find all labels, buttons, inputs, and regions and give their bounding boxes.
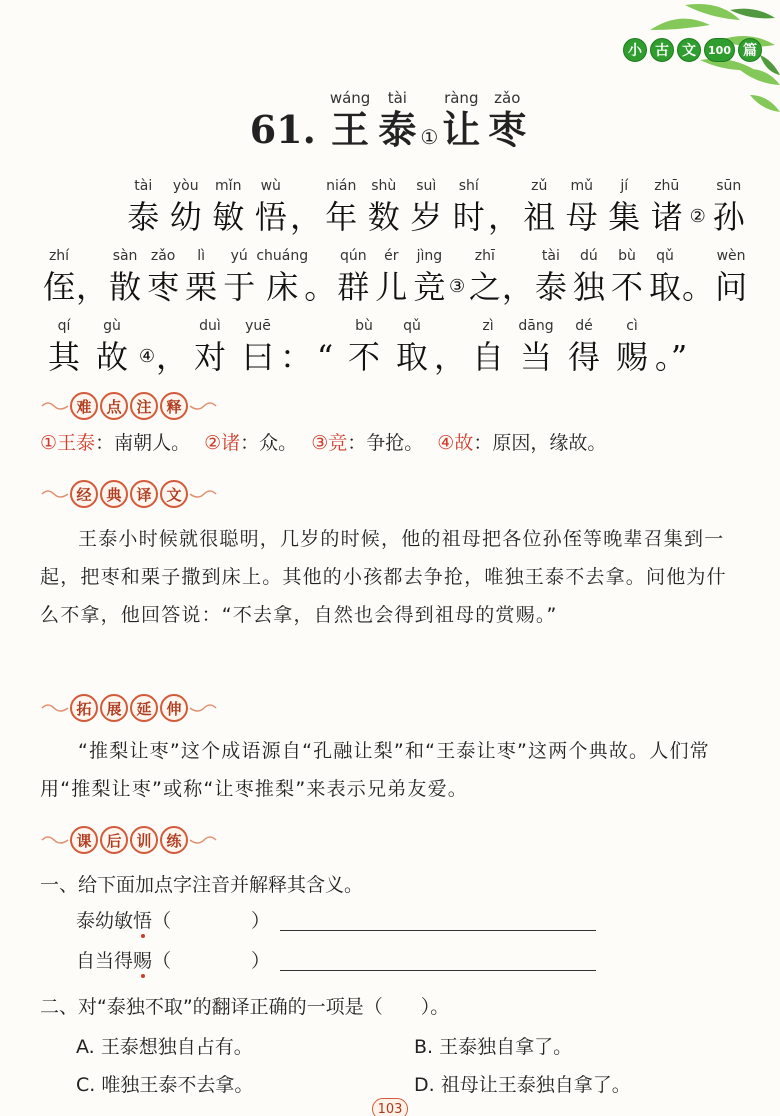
option-b[interactable]: B. 王泰独自拿了。 — [414, 1036, 573, 1058]
pinyin: zǔ — [531, 178, 548, 194]
hanzi: 儿 — [375, 268, 408, 306]
char-unit — [608, 246, 646, 308]
punctuation — [434, 316, 467, 378]
note-separator: ： — [95, 432, 115, 454]
pinyin: duì — [199, 318, 221, 334]
hanzi: 侄 — [43, 268, 76, 306]
char-unit — [363, 176, 406, 238]
section-title-char: 难 — [70, 392, 98, 420]
char-unit — [106, 246, 144, 308]
title-pinyin: wáng — [329, 89, 371, 107]
note-number: ④ — [437, 432, 455, 454]
note-separator: ： — [240, 432, 260, 454]
pinyin: lì — [197, 248, 206, 264]
note-separator: ： — [347, 432, 367, 454]
ornament-icon — [40, 398, 70, 414]
hanzi: 。 — [682, 268, 715, 306]
pinyin: zhī — [474, 248, 495, 264]
classical-text — [40, 168, 750, 378]
section-title-char: 课 — [70, 826, 98, 854]
pinyin: qún — [339, 248, 367, 264]
pinyin: zhū — [654, 178, 680, 194]
option-d[interactable]: D. 祖母让王泰独自拿了。 — [414, 1074, 631, 1096]
pinyin-blank-close: ） — [251, 950, 271, 972]
section-title-char: 训 — [130, 826, 158, 854]
section-title-char: 点 — [100, 392, 128, 420]
note-number: ② — [204, 432, 222, 454]
ornament-icon — [40, 486, 70, 502]
note-item — [311, 432, 423, 454]
pinyin: jí — [620, 178, 629, 194]
ornament-icon — [40, 832, 70, 848]
pinyin: qí — [57, 318, 71, 334]
series-badge-char: 篇 — [738, 38, 762, 62]
section-title-notes — [70, 392, 188, 420]
hanzi: ， — [290, 198, 323, 236]
title-pinyin: tài — [387, 89, 407, 107]
char-unit — [532, 246, 570, 308]
title-pinyin: zǎo — [494, 89, 521, 107]
char-unit — [646, 176, 689, 238]
pinyin: ér — [384, 248, 399, 264]
series-badge — [623, 38, 762, 62]
hanzi: 。 — [304, 268, 337, 306]
section-title-extension — [70, 694, 188, 722]
hanzi: 其 — [47, 338, 80, 376]
pinyin: nián — [326, 178, 357, 194]
exercise-1-item — [76, 946, 596, 973]
hanzi: ③ — [449, 276, 466, 297]
ornament-icon — [188, 398, 218, 414]
title-char: 让 — [442, 107, 481, 152]
note-marker — [688, 176, 707, 238]
hanzi: 独 — [572, 268, 605, 306]
char-unit — [334, 246, 372, 308]
section-title-char: 后 — [100, 826, 128, 854]
hanzi: 问 — [715, 268, 748, 306]
exercise-1-word — [76, 946, 152, 973]
translation-text: 王泰小时候就很聪明，几岁的时候，他的祖母把各位孙侄等晚辈召集到一起，把枣和栗子撒到床上。其他的小孩都去争抢，唯独王泰不去拿。问他为什么不拿，他回答说：“不去拿，自然也会得到祖母的赏赐。” — [40, 528, 727, 626]
punctuation — [501, 246, 534, 308]
char-unit — [144, 246, 182, 308]
hanzi: 时 — [452, 198, 485, 236]
hanzi: 。” — [654, 338, 688, 376]
note-definition: 原因，缘故。 — [492, 432, 607, 454]
hanzi: ， — [501, 268, 534, 306]
section-title-char: 伸 — [160, 694, 188, 722]
pinyin: qǔ — [403, 318, 421, 334]
note-item — [204, 432, 297, 454]
exercise-question-2: 二、对“泰独不取”的翻译正确的一项是（ ）。 — [40, 996, 450, 1018]
pinyin: tài — [541, 248, 560, 264]
pinyin: yuē — [245, 318, 271, 334]
title-char: 泰 — [378, 107, 417, 152]
hanzi: 得 — [567, 338, 600, 376]
section-header-notes — [40, 392, 218, 420]
option-c[interactable]: C. 唯独王泰不去拿。 — [76, 1074, 254, 1096]
note-marker — [448, 246, 465, 308]
title-pinyin: ràng — [444, 89, 479, 107]
pinyin: qǔ — [656, 248, 674, 264]
punctuation — [488, 176, 521, 238]
note-term: 竞 — [328, 432, 348, 454]
char-unit — [608, 316, 656, 378]
hanzi: 于 — [223, 268, 256, 306]
dotted-char: 赐 — [133, 950, 153, 972]
pinyin: yòu — [172, 178, 199, 194]
hanzi: 之 — [468, 268, 501, 306]
pinyin: bù — [618, 248, 636, 264]
word-text: 泰幼敏 — [76, 910, 134, 932]
pinyin-blank-open: （ — [152, 910, 172, 932]
section-title-translation — [70, 480, 188, 508]
char-unit — [410, 246, 448, 308]
section-header-extension — [40, 694, 218, 722]
hanzi: 母 — [565, 198, 598, 236]
note-marker — [136, 316, 158, 378]
hanzi: ， — [488, 198, 521, 236]
pinyin: sàn — [112, 248, 138, 264]
char-unit — [464, 316, 512, 378]
char-unit — [570, 246, 608, 308]
ornament-icon — [188, 700, 218, 716]
title-char-unit — [488, 88, 526, 152]
text-line — [40, 308, 750, 378]
note-term: 王泰 — [57, 432, 96, 454]
section-title-char: 拓 — [70, 694, 98, 722]
punctuation — [280, 316, 313, 378]
pinyin: dāng — [518, 318, 554, 334]
char-unit — [165, 176, 208, 238]
hanzi: ， — [434, 338, 467, 376]
section-title-char: 典 — [100, 480, 128, 508]
series-badge-char: 小 — [623, 38, 647, 62]
section-title-char: 经 — [70, 480, 98, 508]
word-text: 自当得 — [76, 950, 134, 972]
punctuation — [656, 316, 686, 378]
char-unit — [712, 246, 750, 308]
pinyin: bù — [355, 318, 373, 334]
pinyin: zǎo — [150, 248, 176, 264]
char-unit — [448, 176, 491, 238]
hanzi: 取 — [395, 338, 428, 376]
hanzi: 年 — [325, 198, 358, 236]
section-title-char: 文 — [160, 480, 188, 508]
section-title-exercises — [70, 826, 188, 854]
char-unit — [561, 176, 604, 238]
hanzi: 数 — [367, 198, 400, 236]
series-badge-char: 100 — [704, 38, 735, 62]
hanzi: 栗 — [185, 268, 218, 306]
note-number: ① — [40, 432, 58, 454]
note-separator: ： — [473, 432, 493, 454]
pinyin: dú — [580, 248, 598, 264]
exercise-1-word — [76, 906, 152, 933]
punctuation — [682, 246, 715, 308]
hanzi: 集 — [608, 198, 641, 236]
pinyin: shí — [458, 178, 479, 194]
hanzi: ④ — [138, 346, 156, 367]
char-unit — [207, 176, 250, 238]
meaning-answer-line[interactable] — [280, 949, 596, 971]
char-unit — [560, 316, 608, 378]
section-title-char: 注 — [130, 392, 158, 420]
hanzi: 孙 — [712, 198, 745, 236]
hanzi: 故 — [95, 338, 128, 376]
pinyin: jìng — [416, 248, 443, 264]
char-unit — [220, 246, 258, 308]
pinyin: mǔ — [570, 178, 593, 194]
pinyin: zì — [482, 318, 494, 334]
hanzi: 取 — [649, 268, 682, 306]
hanzi: 曰 — [241, 338, 274, 376]
note-number: ③ — [311, 432, 329, 454]
hanzi: 枣 — [147, 268, 180, 306]
pinyin: suì — [416, 178, 437, 194]
char-unit — [320, 176, 363, 238]
ornament-icon — [40, 700, 70, 716]
char-unit — [512, 316, 560, 378]
char-unit — [603, 176, 646, 238]
hanzi: ： — [280, 338, 313, 376]
lesson-number: 61. — [249, 107, 316, 152]
hanzi: 对 — [193, 338, 226, 376]
char-unit — [88, 316, 136, 378]
pinyin: cì — [626, 318, 638, 334]
pinyin: yú — [230, 248, 248, 264]
title-char-unit — [330, 88, 371, 152]
punctuation — [310, 316, 340, 378]
ornament-icon — [188, 832, 218, 848]
pinyin: mǐn — [215, 178, 242, 194]
char-unit — [707, 176, 750, 238]
char-unit — [250, 176, 293, 238]
char-unit — [518, 176, 561, 238]
note-item — [437, 432, 606, 454]
hanzi: 幼 — [169, 198, 202, 236]
title-char-unit — [378, 88, 416, 152]
hanzi: 赐 — [615, 338, 648, 376]
title-note-marker — [420, 102, 438, 152]
char-unit — [186, 316, 234, 378]
hanzi: 竞 — [413, 268, 446, 306]
extension-text: “推梨让枣”这个成语源自“孔融让梨”和“王泰让枣”这两个典故。人们常用“推梨让枣”或称“让枣推梨”来表示兄弟友爱。 — [40, 740, 710, 800]
pinyin: sūn — [716, 178, 742, 194]
punctuation — [290, 176, 323, 238]
title-char-unit — [442, 88, 480, 152]
hanzi: 自 — [471, 338, 504, 376]
char-unit — [40, 246, 78, 308]
note-term: 诸 — [221, 432, 241, 454]
hanzi: 祖 — [523, 198, 556, 236]
char-unit — [234, 316, 282, 378]
hanzi: ， — [156, 338, 189, 376]
pinyin: tài — [134, 178, 153, 194]
lesson-title — [0, 88, 780, 152]
char-unit — [646, 246, 684, 308]
exercise-question-1: 一、给下面加点字注音并解释其含义。 — [40, 874, 364, 896]
punctuation — [304, 246, 337, 308]
hanzi: 悟 — [254, 198, 287, 236]
text-line — [40, 238, 750, 308]
pinyin: chuáng — [256, 248, 309, 264]
hanzi: 不 — [347, 338, 380, 376]
hanzi: 当 — [519, 338, 552, 376]
hanzi: 诸 — [650, 198, 683, 236]
note-definition: 众。 — [259, 432, 298, 454]
hanzi: 群 — [337, 268, 370, 306]
option-a[interactable]: A. 王泰想独自占有。 — [76, 1036, 253, 1058]
punctuation — [156, 316, 189, 378]
pinyin-blank-open: （ — [152, 950, 172, 972]
text-line — [40, 168, 750, 238]
section-title-char: 练 — [160, 826, 188, 854]
char-unit — [372, 246, 410, 308]
pinyin: gù — [103, 318, 121, 334]
char-unit — [182, 246, 220, 308]
series-badge-char: 古 — [650, 38, 674, 62]
pinyin: shù — [371, 178, 397, 194]
char-unit — [388, 316, 436, 378]
hanzi: 泰 — [534, 268, 567, 306]
char-unit — [466, 246, 504, 308]
page-number: 103 — [372, 1098, 408, 1116]
title-char: 枣 — [488, 107, 527, 152]
pinyin: zhí — [48, 248, 70, 264]
section-title-char: 延 — [130, 694, 158, 722]
pinyin: dé — [575, 318, 593, 334]
title-note-number: ① — [420, 125, 439, 149]
hanzi: “ — [316, 338, 334, 376]
section-header-translation — [40, 480, 218, 508]
dotted-char: 悟 — [133, 910, 153, 932]
char-unit — [40, 316, 88, 378]
notes-list — [40, 428, 620, 455]
section-title-char: 译 — [130, 480, 158, 508]
title-char: 王 — [331, 107, 370, 152]
note-item — [40, 432, 190, 454]
hanzi: 不 — [610, 268, 643, 306]
hanzi: ② — [689, 206, 706, 227]
hanzi: 泰 — [127, 198, 160, 236]
pinyin: wù — [260, 178, 281, 194]
char-unit — [256, 246, 309, 308]
char-unit — [340, 316, 388, 378]
hanzi: 床 — [266, 268, 299, 306]
note-definition: 争抢。 — [366, 432, 424, 454]
series-badge-char: 文 — [677, 38, 701, 62]
char-unit — [122, 176, 165, 238]
pinyin: wèn — [716, 248, 746, 264]
section-header-exercises — [40, 826, 218, 854]
note-term: 故 — [454, 432, 474, 454]
exercise-1-item — [76, 906, 596, 933]
meaning-answer-line[interactable] — [280, 909, 596, 931]
hanzi: 敏 — [212, 198, 245, 236]
section-title-char: 释 — [160, 392, 188, 420]
section-title-char: 展 — [100, 694, 128, 722]
note-definition: 南朝人。 — [114, 432, 191, 454]
ornament-icon — [188, 486, 218, 502]
hanzi: 散 — [109, 268, 142, 306]
char-unit — [405, 176, 448, 238]
punctuation — [76, 246, 109, 308]
hanzi: 岁 — [410, 198, 443, 236]
hanzi: ， — [76, 268, 109, 306]
pinyin-blank-close: ） — [251, 910, 271, 932]
